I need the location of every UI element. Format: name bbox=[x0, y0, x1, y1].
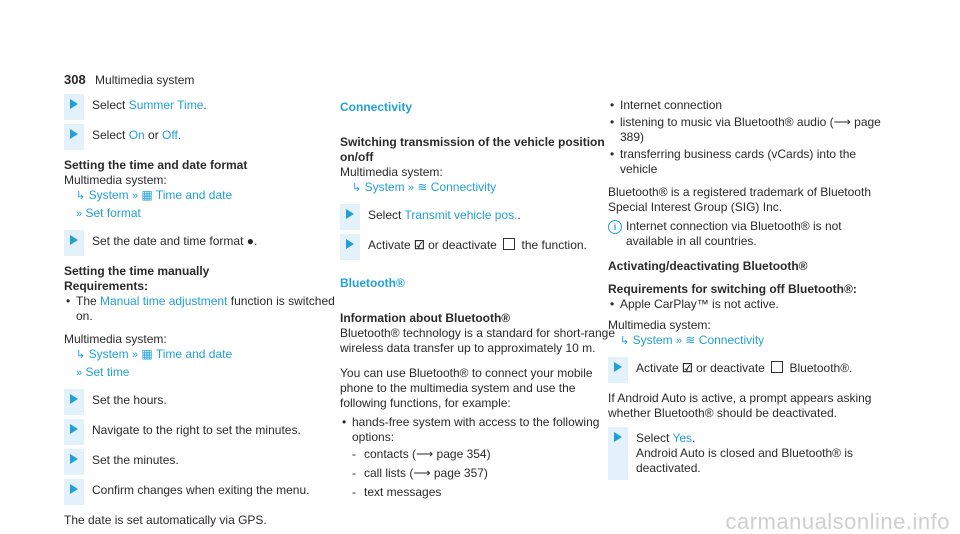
bluetooth-use: You can use Bluetooth® to connect your mobile phone to the multimedia system and use the following functions, for example: bbox=[340, 366, 593, 410]
path-arrow-icon: ↳ bbox=[352, 182, 362, 194]
path-system[interactable]: System bbox=[88, 347, 129, 361]
path-connectivity[interactable]: Connectivity bbox=[698, 333, 765, 347]
step-select-yes: Select Yes. Android Auto is closed and Bluetooth® is deactivated. bbox=[608, 431, 884, 476]
step-set-minutes: Set the minutes. bbox=[64, 453, 340, 471]
column-middle bbox=[340, 98, 616, 504]
trademark-note: Bluetooth® is a registered trademark of Bluetooth Special Interest Group (SIG) Inc. bbox=[608, 185, 871, 214]
step-arrow-icon bbox=[346, 239, 354, 249]
sub-list-item-texts: - text messages bbox=[340, 485, 616, 500]
sub-list-item-contacts: - contacts (⟶ page 354) bbox=[340, 447, 616, 462]
heading-info-bluetooth: Information about Bluetooth® bbox=[340, 311, 511, 325]
column-left bbox=[64, 98, 340, 528]
path-arrow-icon: ↳ bbox=[76, 349, 86, 361]
multimedia-label-2: Multimedia system: bbox=[64, 332, 167, 346]
chevron-double-icon: » bbox=[76, 208, 83, 220]
path-arrow-icon: ↳ bbox=[76, 190, 86, 202]
requirements-label: Requirements for switching off Bluetooth®: bbox=[608, 282, 857, 296]
heading-activate-bluetooth: Activating/deactivating Bluetooth® bbox=[608, 259, 808, 273]
step-select-summer-time: Select Summer Time. bbox=[64, 98, 340, 116]
sub-list-item-calls: - call lists (⟶ page 357) bbox=[340, 466, 616, 481]
android-auto-note: If Android Auto is active, a prompt appears asking whether Bluetooth® should be deactivated. bbox=[608, 391, 872, 420]
multimedia-label: Multimedia system: bbox=[64, 173, 167, 187]
step-arrow-icon bbox=[70, 129, 78, 139]
multimedia-label: Multimedia system: bbox=[608, 318, 711, 332]
step-arrow-icon bbox=[70, 424, 78, 434]
path-arrow-icon: ↳ bbox=[620, 335, 630, 347]
gps-note: The date is set automatically via GPS. bbox=[64, 513, 267, 527]
section-title: Multimedia system bbox=[95, 73, 195, 87]
list-item-internet: • Internet connection bbox=[608, 98, 884, 113]
menu-path bbox=[608, 333, 884, 349]
heading-connectivity: Connectivity bbox=[340, 100, 413, 114]
step-set-hours: Set the hours. bbox=[64, 393, 340, 411]
step-confirm: Confirm changes when exiting the menu. bbox=[64, 483, 340, 501]
step-select-transmit: Select Transmit vehicle pos.. bbox=[340, 208, 616, 226]
step-select-on-off: Select On or Off. bbox=[64, 128, 340, 146]
chevron-double-icon: » bbox=[675, 335, 683, 347]
step-navigate-right: Navigate to the right to set the minutes. bbox=[64, 423, 340, 441]
column-right bbox=[608, 98, 884, 488]
checkbox-checked-icon: ☑ bbox=[682, 361, 693, 375]
path-time-date[interactable]: Time and date bbox=[155, 188, 233, 202]
step-arrow-icon bbox=[70, 484, 78, 494]
step-activate-function: Activate ☑ or deactivate the function. bbox=[340, 238, 616, 256]
menu-path-2-cont bbox=[64, 365, 340, 381]
info-note: i Internet connection via Bluetooth® is not available in all countries. bbox=[608, 219, 884, 249]
requirement-item: • Apple CarPlay™ is not active. bbox=[608, 297, 884, 312]
path-system[interactable]: System bbox=[364, 180, 405, 194]
checkbox-empty-icon bbox=[503, 238, 515, 250]
path-system[interactable]: System bbox=[632, 333, 673, 347]
wifi-icon: ≋ bbox=[685, 333, 696, 347]
yes-link[interactable]: Yes bbox=[672, 431, 693, 445]
path-set-format[interactable]: Set format bbox=[85, 206, 141, 220]
step-arrow-icon bbox=[70, 99, 78, 109]
checkbox-checked-icon: ☑ bbox=[414, 238, 425, 252]
requirement-item: • The Manual time adjustment function is switched on. bbox=[64, 294, 340, 324]
menu-path-2 bbox=[64, 347, 340, 363]
on-link[interactable]: On bbox=[128, 128, 145, 142]
chevron-double-icon: » bbox=[76, 367, 83, 379]
step-activate-bluetooth: Activate ☑ or deactivate Bluetooth®. bbox=[608, 361, 884, 379]
heading-switch-transmission: Switching transmission of the vehicle position on/off bbox=[340, 135, 605, 164]
step-arrow-icon bbox=[346, 209, 354, 219]
off-link[interactable]: Off bbox=[162, 128, 178, 142]
wifi-icon: ≋ bbox=[417, 180, 428, 194]
info-icon: i bbox=[608, 220, 622, 234]
path-connectivity[interactable]: Connectivity bbox=[430, 180, 497, 194]
step-arrow-icon bbox=[70, 454, 78, 464]
step-arrow-icon bbox=[70, 394, 78, 404]
checkbox-empty-icon bbox=[771, 361, 783, 373]
heading-time-manual: Setting the time manually bbox=[64, 264, 210, 278]
requirements-label: Requirements: bbox=[64, 279, 149, 293]
step-set-format: Set the date and time format ●. bbox=[64, 234, 340, 252]
manual-time-link[interactable]: Manual time adjustment bbox=[100, 294, 228, 308]
multimedia-label: Multimedia system: bbox=[340, 165, 443, 179]
list-item: • hands-free system with access to the following options: bbox=[340, 415, 616, 445]
calendar-icon: ▦ bbox=[141, 347, 153, 361]
chevron-double-icon: » bbox=[131, 190, 139, 202]
menu-path bbox=[340, 180, 616, 196]
step-arrow-icon bbox=[614, 432, 622, 442]
calendar-icon: ▦ bbox=[141, 188, 153, 202]
list-item-music: • listening to music via Bluetooth® audio (⟶ page 389) bbox=[608, 115, 884, 145]
page-header bbox=[64, 72, 194, 88]
list-item-vcards: • transferring business cards (vCards) into the vehicle bbox=[608, 147, 884, 177]
bluetooth-desc: Bluetooth® technology is a standard for short-range wireless data transfer up to approximately 10 m. bbox=[340, 326, 616, 355]
summer-time-link[interactable]: Summer Time bbox=[128, 98, 204, 112]
heading-bluetooth: Bluetooth® bbox=[340, 276, 405, 290]
path-set-time[interactable]: Set time bbox=[85, 365, 130, 379]
chevron-double-icon: » bbox=[407, 182, 415, 194]
step-arrow-icon bbox=[70, 235, 78, 245]
path-system[interactable]: System bbox=[88, 188, 129, 202]
menu-path-cont bbox=[64, 206, 340, 222]
transmit-vehicle-pos-link[interactable]: Transmit vehicle pos. bbox=[404, 208, 518, 222]
step-arrow-icon bbox=[614, 362, 622, 372]
chevron-double-icon: » bbox=[131, 349, 139, 361]
watermark: carmanualsonline.info bbox=[725, 509, 950, 534]
menu-path bbox=[64, 188, 340, 204]
heading-time-date-format: Setting the time and date format bbox=[64, 158, 248, 172]
page-number: 308 bbox=[64, 72, 86, 87]
path-time-date[interactable]: Time and date bbox=[155, 347, 233, 361]
android-closed-note: Android Auto is closed and Bluetooth® is deactivated. bbox=[636, 446, 853, 475]
